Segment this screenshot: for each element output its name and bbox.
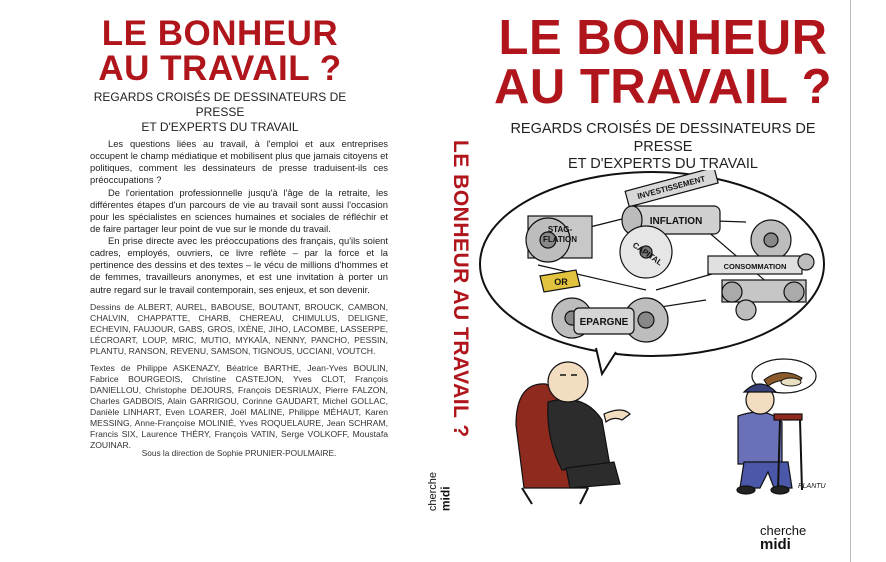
back-title <box>80 16 360 86</box>
front-subtitle-line1: REGARDS CROISÉS DE DESSINATEURS DE PRESSE <box>510 121 816 155</box>
back-cover <box>0 0 410 562</box>
label-stagflation-1: STAG- <box>547 225 573 234</box>
spine-title: LE BONHEUR AU TRAVAIL ? <box>449 140 472 438</box>
credits <box>90 302 388 457</box>
back-intro-text <box>90 138 388 296</box>
cover-cartoon <box>476 170 850 510</box>
label-consommation: CONSOMMATION <box>723 262 787 271</box>
intro-paragraph: En prise directe avec les préoccupations des français, qu'ils soient cadres, employés, ouvriers, ce livre reflète – par la force et la pertinence des dessins et des textes – le vécu de millions d'hommes et de femmes, travailleurs anonymes, et est une invitation à porter un autre regard sur le travail contemporain, ses enjeux, et son devenir. <box>90 235 388 295</box>
editor-credit: Sous la direction de Sophie PRUNIER-POULMAIRE. <box>141 448 337 458</box>
back-subtitle-line2: ET D'EXPERTS DU TRAVAIL <box>141 120 299 134</box>
spine-publisher-bottom: midi <box>438 486 453 512</box>
front-publisher-logo <box>760 524 806 552</box>
front-title-line1: LE BONHEUR <box>498 11 828 65</box>
label-or: OR <box>554 277 568 287</box>
label-inflation: INFLATION <box>649 216 703 227</box>
label-stagflation-2: FLATION <box>542 235 578 244</box>
spine-publisher-logo <box>428 472 452 511</box>
signature: PLANTU <box>798 483 826 490</box>
label-capital: CAPITAL <box>630 240 664 268</box>
back-subtitle-line1: REGARDS CROISÉS DE DESSINATEURS DE PRESSE <box>93 90 347 119</box>
texts-credit: Textes de Philippe ASKENAZY, Béatrice BARTHE, Jean-Yves BOULIN, Fabrice BOURGEOIS, Christine CASTEJON, Yves CLOT, François DANIELLOU, Christophe DEJOURS, François DESRIAUX, Pierre FALZON, Charles GADBOIS, Alain GARRIGOU, Corinne GAUDART, Michel GOLLAC, Danièle LINHART, Even LOARER, Joël MALINE, Philippe MÉHAUT, Karen MESSING, Anne-Françoise MOLINIÉ, Yves ROQUELAURE, Jean SCHRAM, Francis SIX, Laurence THÉRY, François VATIN, Serge VOLKOFF, Moustafa ZOUINAR. <box>90 363 388 450</box>
intro-paragraph: Les questions liées au travail, à l'emploi et aux entreprises occupent le champ médiatique et mobilisent plus que jamais citoyens et politiques, comment les dessinateurs de presse traduisent-ils ces préoccupations ? <box>90 138 388 186</box>
label-epargne: EPARGNE <box>579 317 629 328</box>
front-title <box>476 11 850 114</box>
label-investissement: INVESTISSEMENT <box>636 174 707 201</box>
cover-edge-line <box>850 0 851 562</box>
front-subtitle <box>496 121 830 174</box>
spine-publisher-top: cherche <box>427 472 439 512</box>
front-publisher-bottom: midi <box>760 536 791 553</box>
back-title-line1: LE BONHEUR <box>101 14 339 53</box>
drawings-credit: Dessins de ALBERT, AUREL, BABOUSE, BOUTANT, BROUCK, CAMBON, CHALVIN, CHAPPATTE, CHARB, CHEREAU, CHIMULUS, DELIGNE, ECHEVIN, FAUJOUR, GABS, GROS, IXÈNE, JIHO, LACOMBE, LASSERPE, LÉCROART, LOUP, MRIC, MUTIO, MYKAÏA, NENNY, PANCHO, PESSIN, PLANTU, RANSON, REVENU, SAMSON, TIGNOUS, UCCIANI, VOUTCH. <box>90 302 388 356</box>
front-publisher-top: cherche <box>760 523 807 538</box>
back-title-line2: AU TRAVAIL ? <box>98 49 342 88</box>
intro-paragraph: De l'orientation professionnelle jusqu'à l'âge de la retraite, les différentes étapes d'un parcours de vie au travail sont aussi l'occasion pour les spécialistes en sciences humaines et sociales de réfléchir et de faire partager leur point de vue sur le monde du travail. <box>90 186 388 234</box>
front-subtitle-line2: ET D'EXPERTS DU TRAVAIL <box>568 156 758 173</box>
worker-character <box>737 384 802 494</box>
back-subtitle <box>80 90 360 135</box>
front-title-line2: AU TRAVAIL ? <box>493 60 833 114</box>
boss-character <box>516 362 630 504</box>
